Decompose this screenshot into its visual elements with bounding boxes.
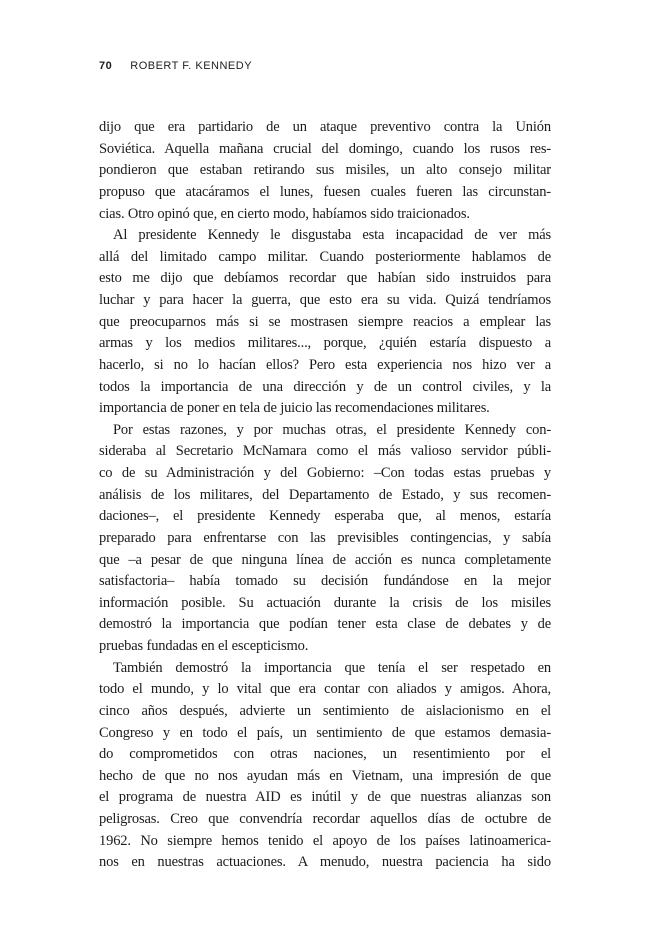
paragraph — [99, 420, 551, 658]
text-line: daciones–, el presidente Kennedy esperaba que, al menos, estaría — [99, 508, 551, 525]
text-line: Por estas razones, y por muchas otras, el presidente Kennedy con- — [113, 421, 551, 438]
text-line: nos en nuestras actuaciones. A menudo, nuestra paciencia ha sido — [99, 854, 551, 871]
paragraph — [99, 117, 551, 225]
text-line: peligrosas. Creo que convendría recordar aquellos días de octubre de — [99, 811, 551, 827]
text-line: esto me dijo que debíamos recordar que habían sido instruidos para — [99, 270, 551, 287]
paragraph — [99, 658, 551, 874]
text-line: do comprometidos con otras naciones, un resentimiento por el — [99, 746, 551, 763]
text-line: 1962. No siempre hemos tenido el apoyo de los países latinoamerica- — [99, 832, 551, 849]
text-line: todo el mundo, y lo vital que era contar con aliados y amigos. Ahora, — [99, 681, 551, 698]
text-line: que preocuparnos más si se mostrasen siempre reacios a emplear las — [99, 313, 551, 330]
text-line: pondieron que estaban retirando sus misiles, un alto consejo militar — [99, 162, 551, 179]
page-header — [99, 60, 252, 73]
text-line: propuso que atacáramos el lunes, fuesen cuales fueren las circunstan- — [99, 183, 551, 200]
text-line: demostró la importancia que podían tener esta clase de debates y de — [99, 616, 551, 633]
text-line: que –a pesar de que ninguna línea de acción es nunca completamente — [99, 551, 551, 568]
text-line: importancia de poner en tela de juicio las recomendaciones militares. — [99, 400, 490, 417]
text-line: análisis de los militares, del Departamento de Estado, y sus recomen- — [99, 486, 551, 503]
text-line: satisfactoria– había tomado su decisión fundándose en la mejor — [99, 573, 551, 590]
text-line: dijo que era partidario de un ataque preventivo contra la Unión — [99, 119, 551, 135]
text-line: luchar y para hacer la guerra, que esto era su vida. Quizá tendríamos — [99, 292, 551, 308]
text-line: hecho de que no nos ayudan más en Vietnam, una impresión de que — [99, 767, 551, 784]
running-title: ROBERT F. KENNEDY — [130, 60, 253, 72]
text-line: preparado para enfrentarse con las previsibles contingencias, y sabía — [99, 529, 551, 546]
text-line: el programa de nuestra AID es inútil y de que nuestras alianzas son — [99, 789, 551, 806]
text-line: co de su Administración y del Gobierno: –Con todas estas pruebas y — [99, 465, 551, 481]
text-line: armas y los medios militares..., porque, ¿quién estaría dispuesto a — [99, 335, 551, 352]
text-line: Soviética. Aquella mañana crucial del domingo, cuando los rusos res- — [99, 140, 551, 157]
text-line: Congreso y en todo el país, un sentimiento de que estamos demasia- — [99, 724, 551, 741]
text-line: allá del limitado campo militar. Cuando posteriormente hablamos de — [99, 248, 551, 265]
text-line: todos la importancia de una dirección y de un control civiles, y la — [99, 378, 551, 395]
text-line: hacerlo, si no lo hacían ellos? Pero esta experiencia nos hizo ver a — [99, 356, 551, 373]
text-line: pruebas fundadas en el escepticismo. — [99, 638, 309, 654]
text-line: También demostró la importancia que tenía el ser respetado en — [113, 659, 551, 676]
paragraph — [99, 225, 551, 420]
text-line: sideraba al Secretario McNamara como el más valioso servidor públi- — [99, 443, 551, 460]
text-line: cias. Otro opinó que, en cierto modo, habíamos sido traicionados. — [99, 205, 470, 222]
text-line: información posible. Su actuación durante la crisis de los misiles — [99, 594, 551, 611]
body-text — [99, 117, 551, 874]
page-number: 70 — [99, 60, 113, 72]
text-line: cinco años después, advierte un sentimiento de aislacionismo en el — [99, 702, 551, 719]
text-line: Al presidente Kennedy le disgustaba esta incapacidad de ver más — [113, 227, 551, 244]
